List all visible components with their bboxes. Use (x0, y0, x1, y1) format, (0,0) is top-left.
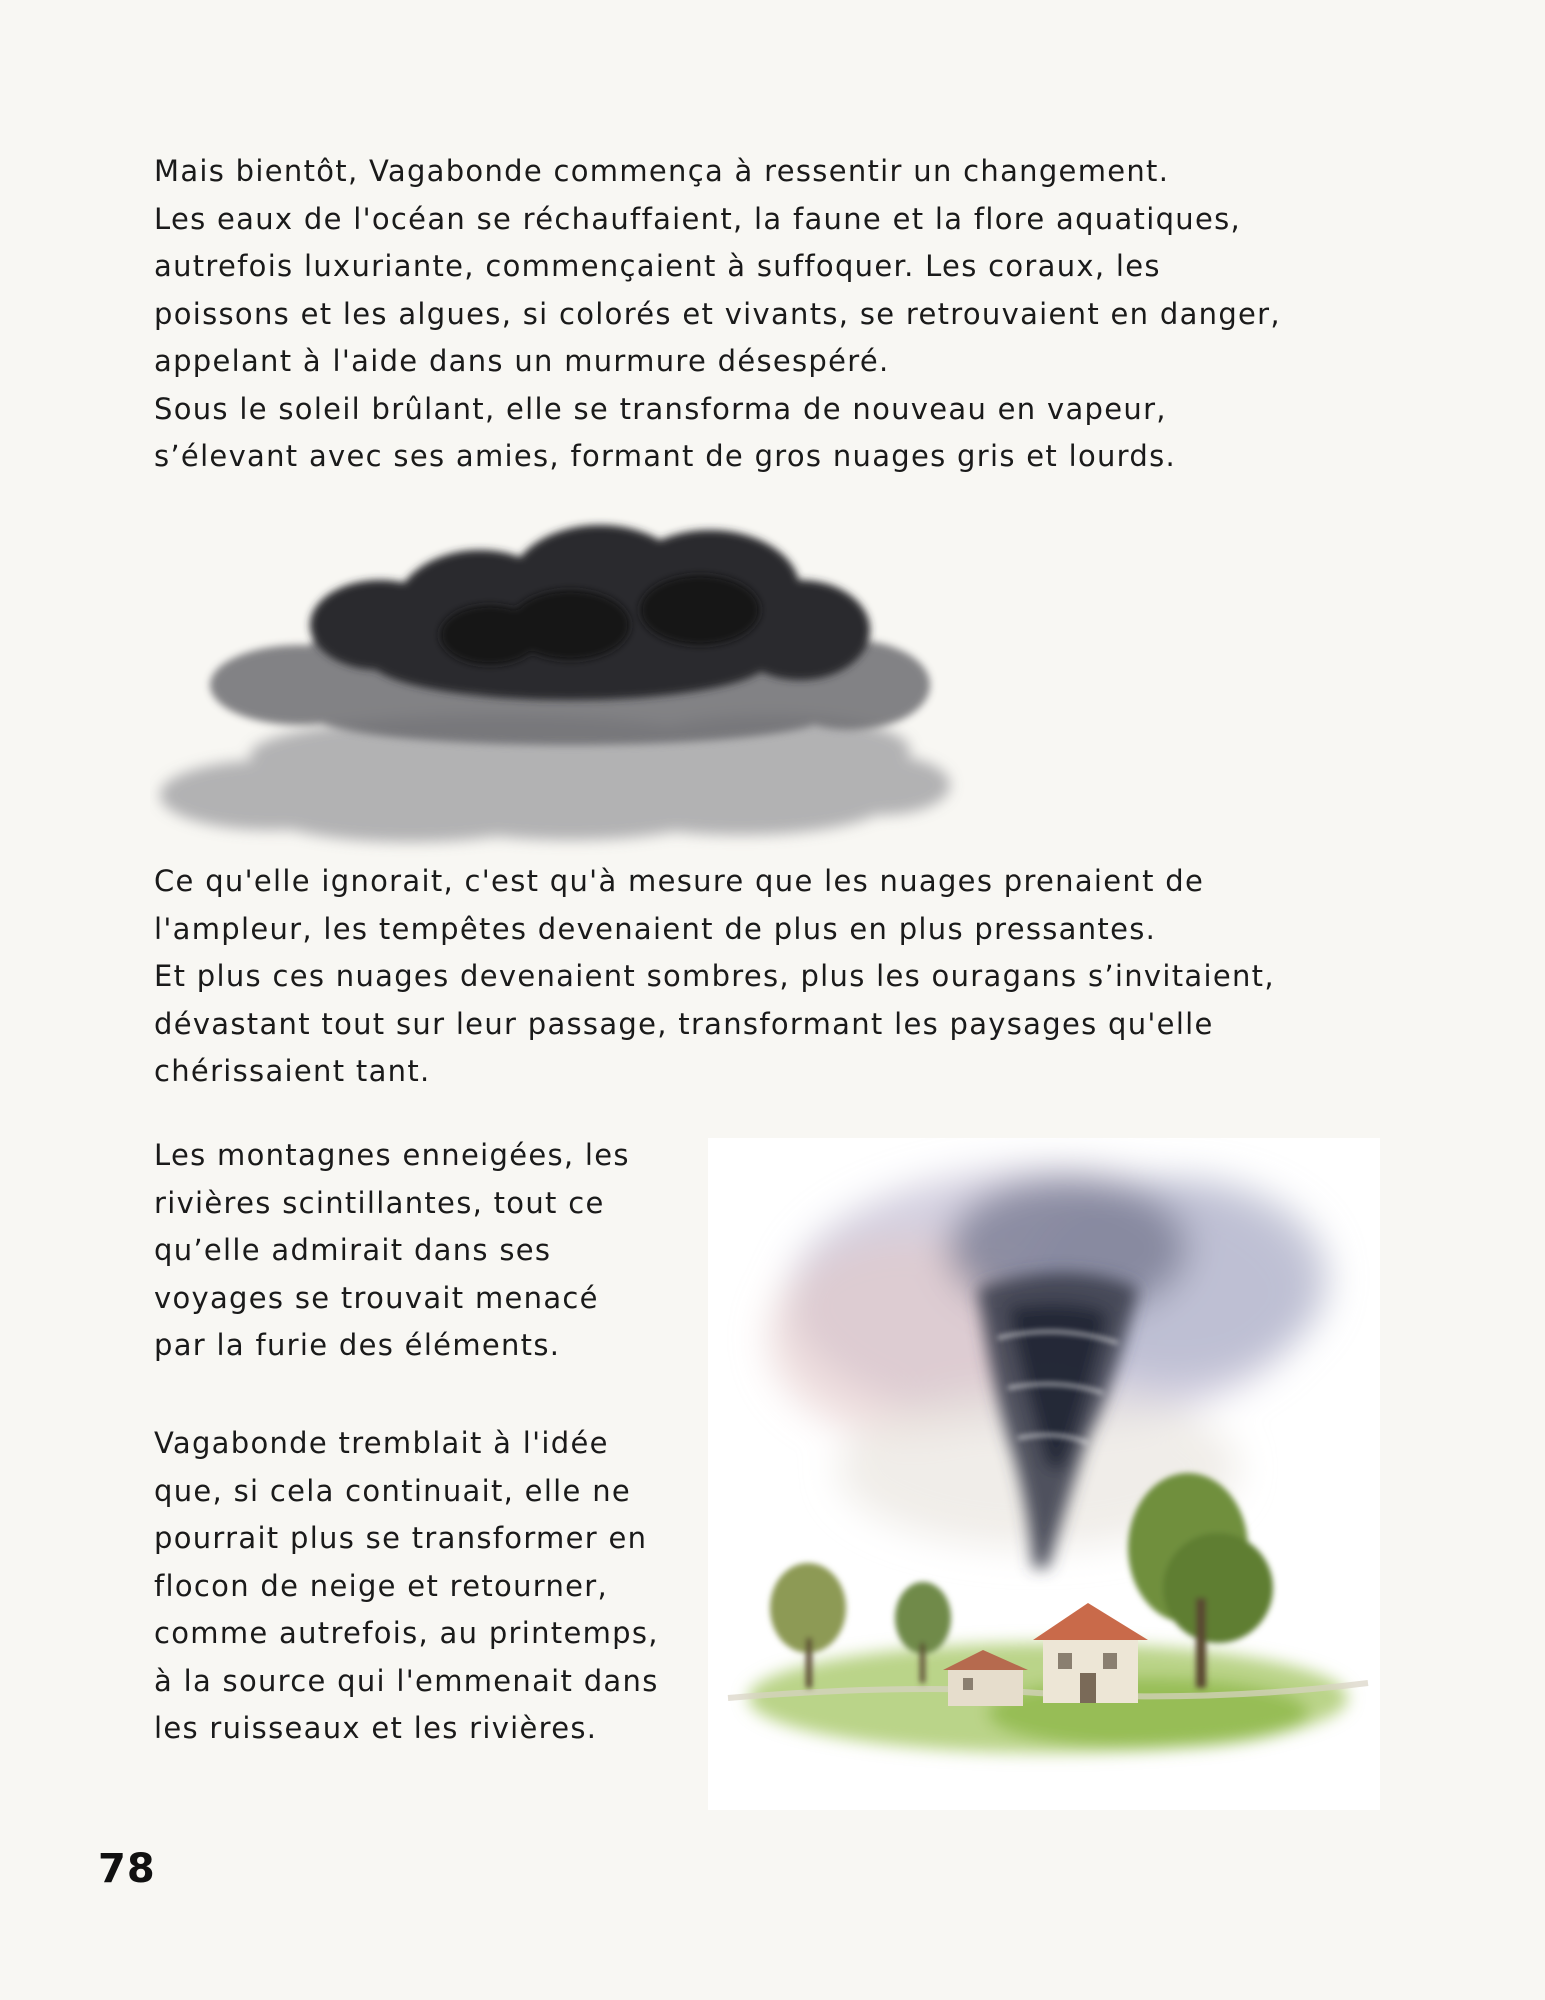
text-line: chérissaient tant. (154, 1054, 431, 1088)
text-line: appelant à l'aide dans un murmure désespéré. (154, 344, 890, 378)
paragraph-mountains (154, 1132, 630, 1370)
text-line: Sous le soleil brûlant, elle se transforma de nouveau en vapeur, (154, 391, 1167, 426)
text-line: Mais bientôt, Vagabonde commença à ressentir un changement. (154, 154, 1170, 188)
text-line: à la source qui l'emmenait dans (154, 1663, 659, 1698)
paragraph-storms (154, 858, 1275, 1096)
text-line: poissons et les algues, si colorés et vivants, se retrouvaient en danger, (154, 296, 1281, 331)
text-line: l'ampleur, les tempêtes devenaient de plus en plus pressantes. (154, 911, 1157, 946)
text-line: rivières scintillantes, tout ce (154, 1185, 605, 1220)
text-line: pourrait plus se transformer en (154, 1521, 648, 1555)
text-line: Les montagnes enneigées, les (154, 1138, 630, 1172)
text-line: les ruisseaux et les rivières. (154, 1711, 598, 1745)
paragraph-vagabonde-trembling (154, 1420, 659, 1753)
page-number: 78 (98, 1846, 156, 1892)
text-line: autrefois luxuriante, commençaient à suffoquer. Les coraux, les (154, 249, 1161, 283)
text-line: Les eaux de l'océan se réchauffaient, la faune et la flore aquatiques, (154, 201, 1242, 236)
tornado-house-illustration (708, 1138, 1380, 1810)
text-line: flocon de neige et retourner, (154, 1568, 609, 1603)
text-line: qu’elle admirait dans ses (154, 1233, 552, 1267)
storm-cloud-illustration (150, 515, 965, 865)
text-line: par la furie des éléments. (154, 1328, 561, 1362)
paragraph-ocean-warming (154, 148, 1281, 481)
text-line: Et plus ces nuages devenaient sombres, plus les ouragans s’invitaient, (154, 959, 1275, 993)
text-line: Vagabonde tremblait à l'idée (154, 1426, 609, 1460)
text-line: dévastant tout sur leur passage, transformant les paysages qu'elle (154, 1006, 1214, 1041)
text-line: Ce qu'elle ignorait, c'est qu'à mesure que les nuages prenaient de (154, 864, 1205, 898)
text-line: comme autrefois, au printemps, (154, 1616, 659, 1650)
text-line: que, si cela continuait, elle ne (154, 1473, 632, 1508)
text-line: voyages se trouvait menacé (154, 1280, 599, 1315)
text-line: s’élevant avec ses amies, formant de gros nuages gris et lourds. (154, 439, 1177, 473)
